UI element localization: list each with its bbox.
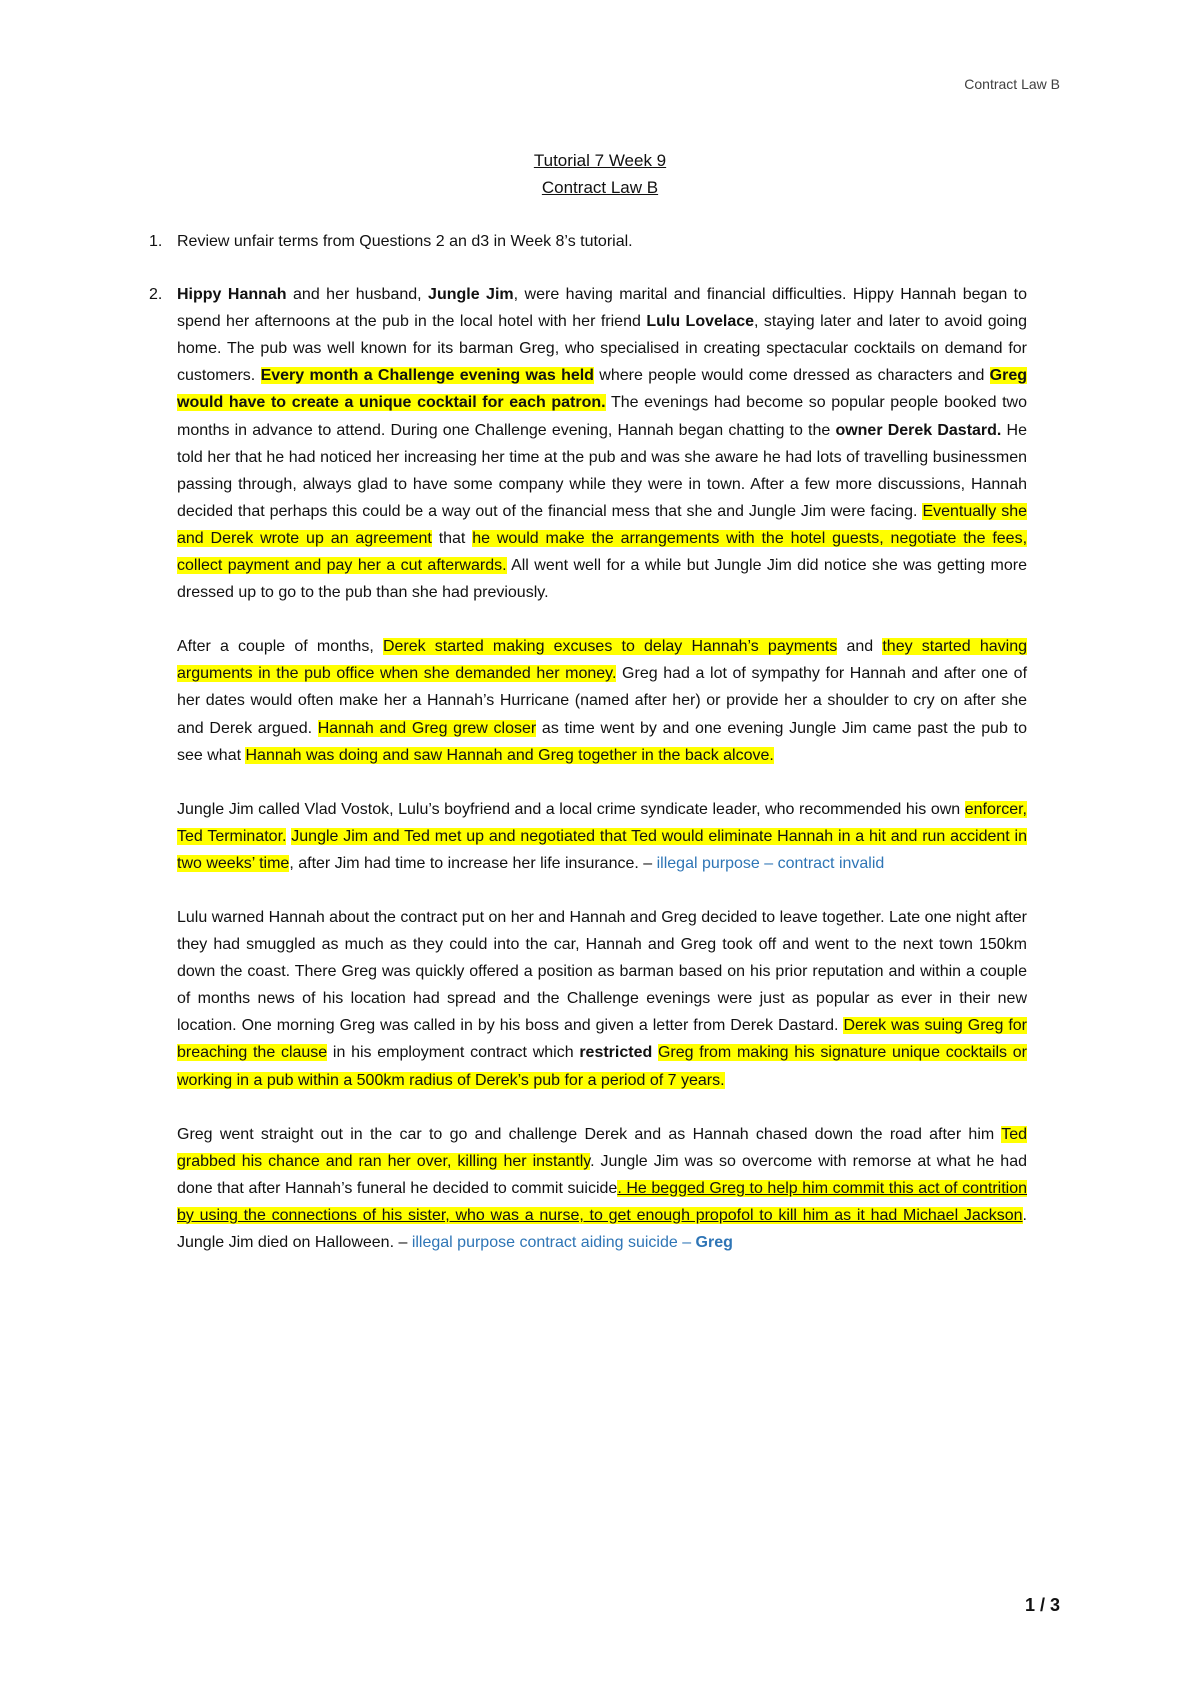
- paragraph-1: [177, 281, 1027, 606]
- highlight-propofol: . He begged Greg to help him commit this act of contrition by using the connections of his sister, who was a nurse, to get enough propofol to kill him as it had Michael Jackson: [177, 1179, 1027, 1224]
- name-derek-dastard: owner Derek Dastard.: [835, 421, 1002, 439]
- paragraph-3: [177, 796, 1027, 877]
- text-span: where people would come dressed as characters and: [593, 367, 990, 385]
- question-1-text: Review unfair terms from Questions 2 an d3 in Week 8’s tutorial.: [177, 233, 633, 250]
- text-span: as time went by and one evening Jungle Jim came past the pub to see what: [177, 719, 1028, 764]
- content: [149, 228, 1028, 1256]
- highlight-challenge-evening: Every month a Challenge evening was held: [260, 367, 594, 385]
- highlight-unique-cocktail: Greg would have to create a unique cocktail for each patron.: [177, 367, 1028, 412]
- highlight-suing-greg: Derek was suing Greg for breaching the clause: [177, 1017, 1028, 1062]
- text-span: , staying later and later to avoid going home. The pub was well known for its barman Greg, who specialised in creating spectacular cocktails on demand for customers.: [177, 313, 1027, 385]
- text-span: He told her that he had noticed her increasing her time at the pub and was she aware he had lots of travelling businessmen passing through, always glad to have some company while they were in town. After a few more discussions, Hannah decided that perhaps this could be a way out of the financial mess that she and Jungle Jim were facing.: [177, 421, 1027, 520]
- paragraph-5: [177, 1121, 1027, 1256]
- text-span: . Jungle Jim was so overcome with remorse at what he had done that after Hannah’s funeral he decided to commit suicide: [177, 1152, 1027, 1197]
- question-2-number: 2.: [149, 286, 163, 304]
- highlight-enforcer: enforcer, Ted Terminator.: [177, 800, 1027, 845]
- highlight-restraint-clause: Greg from making his signature unique cocktails or working in a pub within a 500km radius of Derek’s pub for a period of 7 years.: [177, 1044, 1027, 1089]
- text-span: and: [837, 638, 883, 656]
- annotation-greg: Greg: [695, 1234, 733, 1251]
- text-span: . Jungle Jim died on Halloween. –: [177, 1206, 1027, 1251]
- highlight-hit-and-run: Jungle Jim and Ted met up and negotiated that Ted would eliminate Hannah in a hit and run accident in two weeks’ time: [177, 827, 1027, 872]
- highlight-delay-payments: Derek started making excuses to delay Hannah’s payments: [382, 638, 838, 656]
- paragraph-4: [177, 904, 1027, 1094]
- page-number: 1 / 3: [1024, 1595, 1060, 1615]
- highlight-arguments: they started having arguments in the pub office when she demanded her money.: [177, 638, 1027, 683]
- text-span: Lulu warned Hannah about the contract put on her and Hannah and Greg decided to leave together. Late one night after they had smuggled as much as they could into the car, Hannah and Greg took off and went to the next town 150km down the coast. There Greg was quickly offered a position as barman based on his prior reputation and within a couple of months news of his location had spread and the Challenge evenings were just as popular as ever in their new location. One morning Greg was called in by his boss and given a letter from Derek Dastard.: [177, 908, 1027, 1035]
- question-1: [149, 228, 1027, 255]
- text-span: that: [431, 529, 473, 547]
- title-tutorial: Tutorial 7 Week 9: [533, 151, 667, 170]
- question-2-body: [177, 281, 1027, 1256]
- text-span: , after Jim had time to increase her life insurance. –: [289, 854, 657, 872]
- name-hippy-hannah: Hippy Hannah: [177, 286, 287, 304]
- text-span: After a couple of months,: [177, 638, 383, 656]
- highlight-arrangements: he would make the arrangements with the hotel guests, negotiate the fees, collect payment and pay her a cut afterwards.: [177, 529, 1028, 575]
- title-block: [0, 147, 1200, 201]
- running-head: Contract Law B: [964, 76, 1060, 92]
- name-jungle-jim: Jungle Jim: [428, 286, 514, 304]
- question-2: [149, 281, 1028, 1256]
- text-span: in his employment contract which: [327, 1044, 580, 1062]
- paragraph-2: [177, 633, 1027, 768]
- highlight-back-alcove: Hannah was doing and saw Hannah and Greg together in the back alcove.: [245, 746, 774, 764]
- text-span: , were having marital and financial difficulties. Hippy Hannah began to spend her afternoons at the pub in the local hotel with her friend: [177, 286, 1028, 331]
- text-span: Greg had a lot of sympathy for Hannah and after one of her dates would often make her a Hannah’s Hurricane (named after her) or provide her a shoulder to cry on after she and Derek argued.: [177, 665, 1028, 737]
- text-span: All went well for a while but Jungle Jim did notice she was getting more dressed up to go to the pub than she had previously.: [177, 557, 1027, 602]
- highlight-ran-her-over: Ted grabbed his chance and ran her over, killing her instantly: [177, 1125, 1027, 1170]
- name-lulu-lovelace: Lulu Lovelace: [646, 313, 755, 331]
- term-restricted: restricted: [579, 1044, 653, 1062]
- highlight-grew-closer: Hannah and Greg grew closer: [317, 719, 537, 737]
- question-1-number: 1.: [149, 233, 163, 250]
- highlight-agreement: Eventually she and Derek wrote up an agreement: [177, 502, 1028, 547]
- text-span: Jungle Jim called Vlad Vostok, Lulu’s boyfriend and a local crime syndicate leader, who recommended his own: [177, 800, 965, 818]
- annotation-aiding-suicide: illegal purpose contract aiding suicide –: [411, 1234, 696, 1251]
- annotation-contract-invalid: illegal purpose – contract invalid: [656, 854, 885, 872]
- title-course: Contract Law B: [541, 178, 659, 197]
- text-span: and her husband,: [286, 286, 429, 304]
- text-span: Greg went straight out in the car to go and challenge Derek and as Hannah chased down the road after him: [177, 1125, 1002, 1143]
- text-span: The evenings had become so popular people booked two months in advance to attend. During one Challenge evening, Hannah began chatting to the: [177, 394, 1028, 439]
